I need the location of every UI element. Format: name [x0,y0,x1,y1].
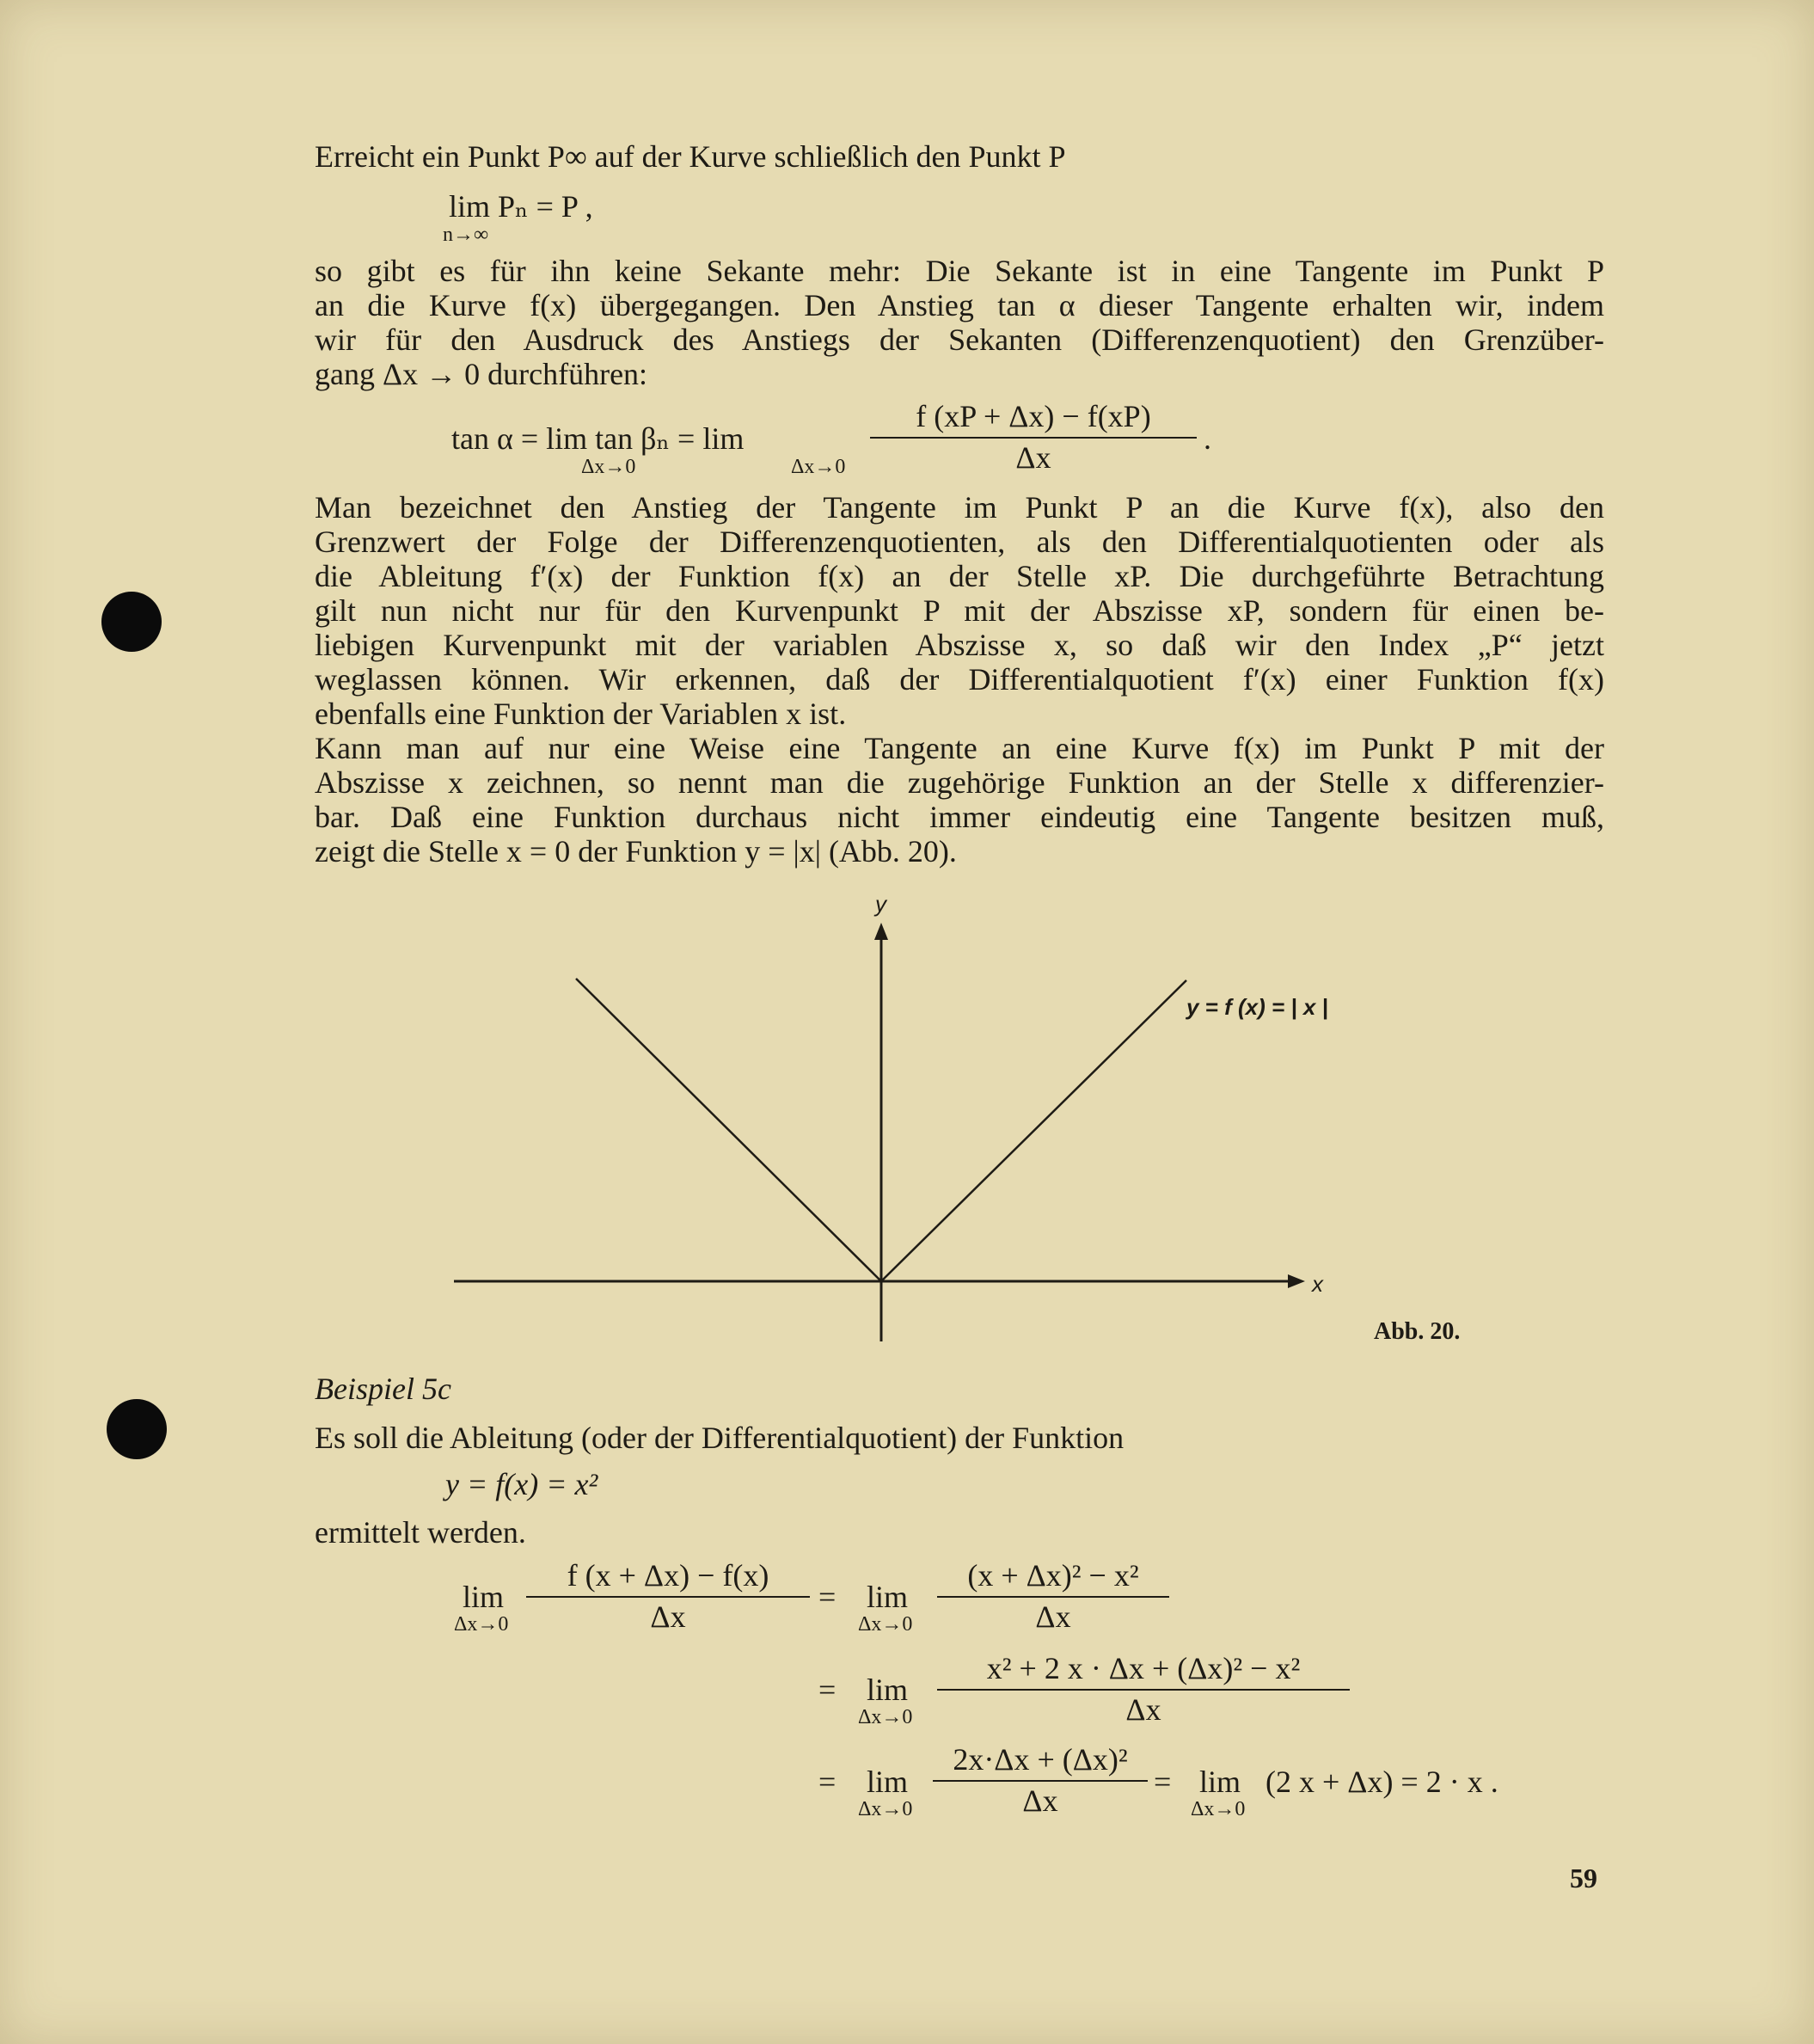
equals: = [1154,1765,1172,1799]
fraction-4: 2x·Δx + (Δx)² Δx [933,1742,1148,1818]
limit-subscript: Δx→0 [791,456,846,478]
lim: lim [1199,1765,1241,1799]
final-result: (2 x + Δx) = 2 · x . [1266,1765,1498,1799]
text-line: bar. Daß eine Funktion durchaus nicht immer eindeutig eine Tangente besitzen muß, [315,800,1604,834]
text-line: an die Kurve f(x) übergegangen. Den Anstieg tan α dieser Tangente erhalten wir, indem [315,288,1604,322]
fraction-1: f (x + Δx) − f(x) Δx [526,1558,810,1634]
limit-subscript: Δx→0 [858,1798,913,1820]
limit-equation: lim Pₙ = P , [449,189,593,224]
equals: = [818,1765,837,1799]
y-axis-label: y [875,891,886,917]
fraction-2: (x + Δx)² − x² Δx [937,1558,1169,1634]
text-line: weglassen können. Wir erkennen, daß der Differentialquotient f′(x) einer Funktion f(x) [315,662,1604,697]
lim: lim [867,1765,909,1799]
curve-label: y = f (x) = | x | [1186,994,1328,1020]
abs-left-branch [576,979,881,1281]
text-line: zeigt die Stelle x = 0 der Funktion y = |x| (Abb. 20). [315,834,957,869]
equals: = [818,1580,837,1614]
figure-caption: Abb. 20. [1374,1318,1461,1345]
lim: lim [867,1580,909,1614]
text-line: gang Δx → 0 durchführen: [315,357,648,391]
text-line: so gibt es für ihn keine Sekante mehr: Die Sekante ist in eine Tangente im Punkt P [315,254,1604,288]
difference-quotient: f (xP + Δx) − f(xP) Δx [870,399,1197,475]
text-line: Kann man auf nur eine Weise eine Tangente an eine Kurve f(x) im Punkt P mit der [315,731,1604,765]
text-line: ebenfalls eine Funktion der Variablen x ist. [315,697,847,731]
abs-right-branch [881,980,1186,1281]
x-axis-label: x [1312,1271,1323,1297]
y-axis-arrow [874,923,888,940]
equals: = [818,1673,837,1707]
lim: lim [463,1580,505,1614]
period: . [1204,421,1211,456]
limit-subscript: Δx→0 [858,1706,913,1728]
limit-subscript: n→∞ [443,224,489,246]
text-line: gilt nun nicht nur für den Kurvenpunkt P mit der Abszisse xP, sondern für einen be- [315,593,1604,628]
example-title: Beispiel 5c [315,1372,451,1406]
page-number: 59 [1570,1863,1597,1894]
text-line: liebigen Kurvenpunkt mit der variablen Abszisse x, so daß wir den Index „P“ jetzt [315,628,1604,662]
limit-subscript: Δx→0 [581,456,636,478]
text-line: Man bezeichnet den Anstieg der Tangente im Punkt P an die Kurve f(x), also den [315,490,1604,525]
limit-subscript: Δx→0 [1191,1798,1246,1820]
function-definition: y = f(x) = x² [445,1467,598,1501]
text-line: die Ableitung f′(x) der Funktion f(x) an der Stelle xP. Die durchgeführte Betrachtung [315,559,1604,593]
x-axis-arrow [1288,1274,1305,1288]
text-line: Abszisse x zeichnen, so nennt man die zugehörige Funktion an der Stelle x differenzier- [315,765,1604,800]
limit-subscript: Δx→0 [454,1613,509,1636]
lim: lim [867,1673,909,1707]
text-line: wir für den Ausdruck des Anstiegs der Sekanten (Differenzenquotient) den Grenzüber- [315,322,1604,357]
text-line: Erreicht ein Punkt P∞ auf der Kurve schließlich den Punkt P [315,139,1066,174]
text-line: ermittelt werden. [315,1515,526,1550]
text-line: Es soll die Ableitung (oder der Differentialquotient) der Funktion [315,1421,1125,1455]
limit-subscript: Δx→0 [858,1613,913,1636]
text-line: Grenzwert der Folge der Differenzenquotienten, als den Differentialquotienten oder als [315,525,1604,559]
tangent-equation: tan α = lim tan βₙ = lim [451,421,745,456]
fraction-3: x² + 2 x · Δx + (Δx)² − x² Δx [937,1651,1350,1727]
